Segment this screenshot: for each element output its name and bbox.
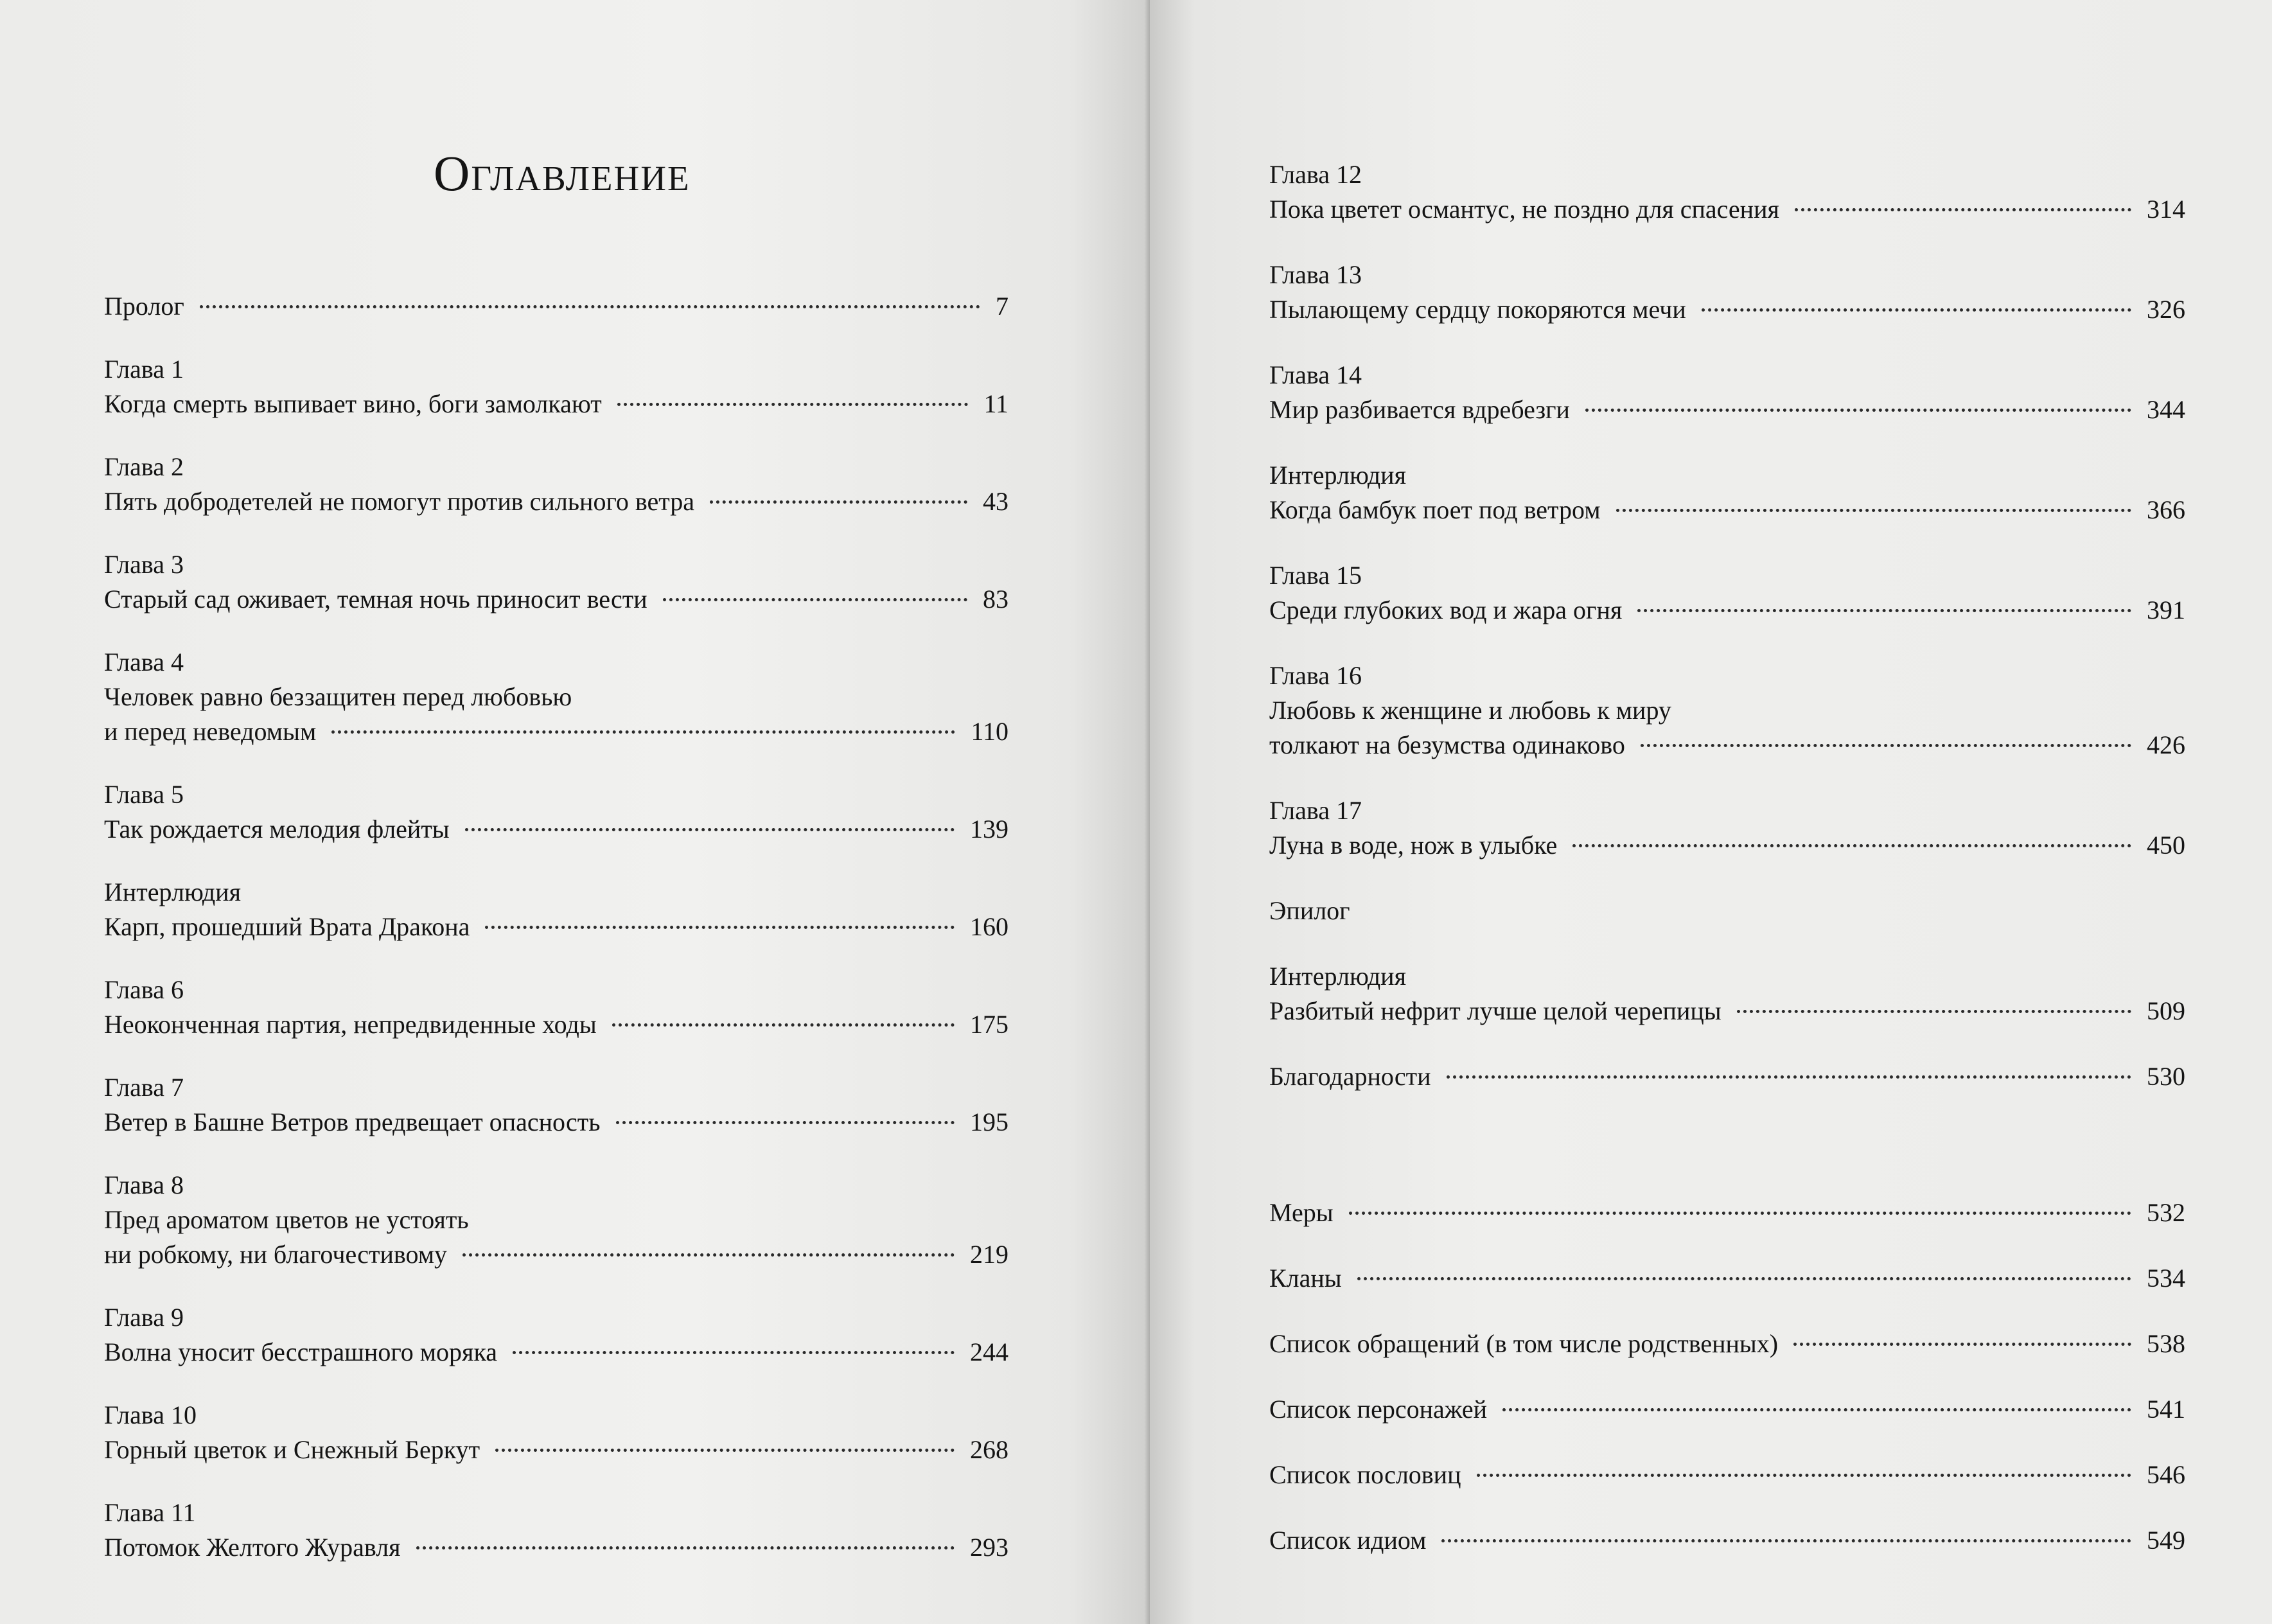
toc-entry[interactable] (1269, 1327, 2185, 1361)
chapter-label: Глава 10 (104, 1400, 197, 1429)
chapter-label: Эпилог (1269, 896, 1350, 925)
page-number: 509 (2147, 996, 2185, 1025)
entry-line (104, 387, 1008, 421)
entry-title: Список пословиц (1269, 1460, 1461, 1489)
dot-leader (485, 926, 955, 929)
page-number: 450 (2147, 831, 2185, 860)
toc-entry[interactable] (1269, 1523, 2185, 1558)
page-number: 426 (2147, 730, 2185, 759)
chapter-label: Глава 17 (1269, 796, 1362, 825)
dot-leader (1349, 1212, 2131, 1215)
toc-entry[interactable] (1269, 1392, 2185, 1427)
page-number: 314 (2147, 195, 2185, 224)
dot-leader (331, 730, 955, 734)
dot-leader (617, 403, 969, 406)
entry-line (104, 1433, 1008, 1467)
entry-title: Пылающему сердцу покоряются мечи (1269, 295, 1686, 324)
toc-list-right (1150, 157, 2272, 1589)
entry-title: Кланы (1269, 1264, 1342, 1293)
chapter-label: Глава 8 (104, 1170, 184, 1199)
page-number: 546 (2147, 1460, 2185, 1489)
entry-line (104, 1530, 1008, 1565)
entry-line (1269, 728, 2185, 763)
toc-entry[interactable] (1269, 894, 2185, 928)
toc-entry[interactable] (104, 352, 1008, 421)
entry-line (104, 289, 1008, 324)
toc-entry[interactable] (104, 777, 1008, 847)
entry-line (104, 910, 1008, 944)
toc-entry[interactable] (1269, 1196, 2185, 1230)
chapter-label: Глава 12 (1269, 160, 1362, 189)
entry-title: толкают на безумства одинаково (1269, 730, 1625, 759)
chapter-label: Интерлюдия (1269, 962, 1406, 991)
page-number: 195 (970, 1108, 1008, 1136)
page-number: 366 (2147, 495, 2185, 524)
entry-line (1269, 1261, 2185, 1296)
toc-list-left (0, 289, 1150, 1593)
entry-line (1269, 994, 2185, 1028)
dot-leader (495, 1449, 955, 1452)
entry-title: Так рождается мелодия флейты (104, 815, 450, 843)
toc-entry[interactable] (1269, 1059, 2185, 1094)
chapter-label: Глава 16 (1269, 661, 1362, 690)
page-number: 160 (970, 912, 1008, 941)
entry-title: Меры (1269, 1198, 1334, 1227)
chapter-label: Интерлюдия (1269, 461, 1406, 490)
chapter-label: Глава 1 (104, 355, 184, 384)
entry-title-line: Пред ароматом цветов не устоять (104, 1205, 469, 1234)
page-number: 219 (970, 1240, 1008, 1269)
entry-title: Список персонажей (1269, 1395, 1488, 1424)
entry-line (1269, 828, 2185, 863)
page-number: 175 (970, 1010, 1008, 1039)
dot-leader (612, 1023, 955, 1027)
entry-line (104, 582, 1008, 617)
dot-leader (1737, 1010, 2131, 1013)
entry-title: Потомок Желтого Журавля (104, 1533, 401, 1562)
page-number: 268 (970, 1435, 1008, 1464)
toc-title: Оглавление (434, 145, 691, 201)
entry-title: Благодарности (1269, 1062, 1431, 1091)
chapter-label: Глава 13 (1269, 260, 1362, 289)
entry-line (1269, 1059, 2185, 1094)
entry-line (1269, 192, 2185, 227)
toc-entry[interactable] (1269, 1458, 2185, 1492)
chapter-label: Глава 9 (104, 1303, 184, 1332)
dot-leader (710, 500, 967, 504)
entry-line (104, 812, 1008, 847)
entry-title: Список идиом (1269, 1526, 1427, 1555)
toc-entry[interactable] (104, 289, 1008, 324)
toc-entry[interactable] (1269, 358, 2185, 427)
entry-line (1269, 493, 2185, 527)
entry-title: Волна уносит бесстрашного моряка (104, 1337, 498, 1366)
chapter-label: Глава 7 (104, 1073, 184, 1102)
entry-title-line: Любовь к женщине и любовь к миру (1269, 696, 1671, 725)
entry-title: Старый сад оживает, темная ночь приносит вести (104, 585, 647, 613)
dot-leader (1477, 1474, 2132, 1477)
entry-line (1269, 1196, 2185, 1230)
toc-entry[interactable] (1269, 793, 2185, 863)
entry-title: Список обращений (в том числе родственных) (1269, 1329, 1779, 1358)
entry-line (104, 484, 1008, 519)
entry-line (1269, 393, 2185, 427)
toc-entry[interactable] (104, 1300, 1008, 1370)
dot-leader (1616, 509, 2131, 512)
entry-title: Неоконченная партия, непредвиденные ходы (104, 1010, 597, 1039)
page-number: 391 (2147, 596, 2185, 624)
entry-title: Когда бамбук поет под ветром (1269, 495, 1601, 524)
dot-leader (616, 1121, 955, 1124)
dot-leader (1585, 409, 2131, 412)
entry-line (104, 714, 1008, 749)
page-number: 244 (970, 1337, 1008, 1366)
entry-line (1269, 1458, 2185, 1492)
toc-entry[interactable] (104, 645, 1008, 749)
toc-entry[interactable] (1269, 558, 2185, 628)
toc-entry[interactable] (104, 547, 1008, 617)
entry-line (1269, 593, 2185, 628)
toc-entry[interactable] (104, 973, 1008, 1042)
page-number: 549 (2147, 1526, 2185, 1555)
entry-title: Пока цветет османтус, не поздно для спасения (1269, 195, 1779, 224)
dot-leader (465, 828, 955, 831)
dot-leader (1441, 1539, 2131, 1542)
chapter-label: Глава 4 (104, 648, 184, 676)
page-number: 110 (971, 717, 1008, 746)
page-number: 541 (2147, 1395, 2185, 1424)
entry-title: Ветер в Башне Ветров предвещает опасность (104, 1108, 601, 1136)
toc-entry[interactable] (104, 450, 1008, 519)
entry-title: Горный цветок и Снежный Беркут (104, 1435, 480, 1464)
dot-leader (416, 1546, 955, 1549)
page-number: 534 (2147, 1264, 2185, 1293)
chapter-label: Глава 5 (104, 780, 184, 809)
page-number: 344 (2147, 395, 2185, 424)
toc-entry[interactable] (104, 875, 1008, 944)
entry-line (104, 1007, 1008, 1042)
entry-line (1269, 1523, 2185, 1558)
entry-title: Пролог (104, 292, 184, 321)
toc-entry[interactable] (1269, 157, 2185, 227)
dot-leader (513, 1351, 955, 1354)
entry-title: и перед неведомым (104, 717, 317, 746)
entry-line (104, 1237, 1008, 1272)
entry-title: Когда смерть выпивает вино, боги замолкают (104, 389, 602, 418)
dot-leader (663, 598, 967, 601)
entry-title: Мир разбивается вдребезги (1269, 395, 1570, 424)
chapter-label: Глава 11 (104, 1498, 196, 1527)
entry-line (104, 1335, 1008, 1370)
entry-title-line: Человек равно беззащитен перед любовью (104, 682, 572, 711)
right-page (1150, 0, 2272, 1624)
toc-entry[interactable] (1269, 258, 2185, 327)
toc-entry[interactable] (1269, 458, 2185, 527)
chapter-label: Глава 3 (104, 550, 184, 579)
toc-entry[interactable] (1269, 1261, 2185, 1296)
entry-line (1269, 1392, 2185, 1427)
toc-entry[interactable] (104, 1168, 1008, 1272)
section-spacer (1269, 1125, 2185, 1196)
dot-leader (1637, 609, 2131, 612)
dot-leader (462, 1253, 955, 1257)
toc-entry[interactable] (1269, 959, 2185, 1028)
dot-leader (1641, 744, 2131, 747)
page-number: 538 (2147, 1329, 2185, 1358)
page-number: 293 (970, 1533, 1008, 1562)
toc-entry[interactable] (104, 1070, 1008, 1140)
dot-leader (1357, 1277, 2131, 1280)
page-number: 530 (2147, 1062, 2185, 1091)
page-number: 83 (983, 585, 1008, 613)
entry-title: Луна в воде, нож в улыбке (1269, 831, 1558, 860)
dot-leader (200, 305, 980, 308)
chapter-label: Интерлюдия (104, 878, 241, 906)
page-number: 326 (2147, 295, 2185, 324)
page-number: 43 (983, 487, 1008, 516)
entry-title: ни робкому, ни благочестивому (104, 1240, 448, 1269)
entry-title: Среди глубоких вод и жара огня (1269, 596, 1623, 624)
entry-line (104, 1105, 1008, 1140)
dot-leader (1572, 844, 2131, 847)
chapter-label: Глава 15 (1269, 561, 1362, 590)
dot-leader (1702, 308, 2131, 312)
chapter-label: Глава 6 (104, 975, 184, 1004)
chapter-label: Глава 2 (104, 452, 184, 481)
dot-leader (1793, 1343, 2131, 1346)
entry-title: Разбитый нефрит лучше целой черепицы (1269, 996, 1722, 1025)
page-number: 7 (996, 292, 1008, 321)
toc-entry[interactable] (104, 1398, 1008, 1467)
chapter-label: Глава 14 (1269, 360, 1362, 389)
toc-entry[interactable] (104, 1496, 1008, 1565)
page-number: 139 (970, 815, 1008, 843)
toc-entry[interactable] (1269, 658, 2185, 763)
page-number: 11 (983, 389, 1008, 418)
page-number: 532 (2147, 1198, 2185, 1227)
dot-leader (1502, 1408, 2131, 1411)
entry-title: Пять добродетелей не помогут против сильного ветра (104, 487, 694, 516)
dot-leader (1447, 1075, 2131, 1079)
entry-line (1269, 1327, 2185, 1361)
entry-line (1269, 292, 2185, 327)
dot-leader (1795, 208, 2131, 211)
entry-title: Карп, прошедший Врата Дракона (104, 912, 470, 941)
